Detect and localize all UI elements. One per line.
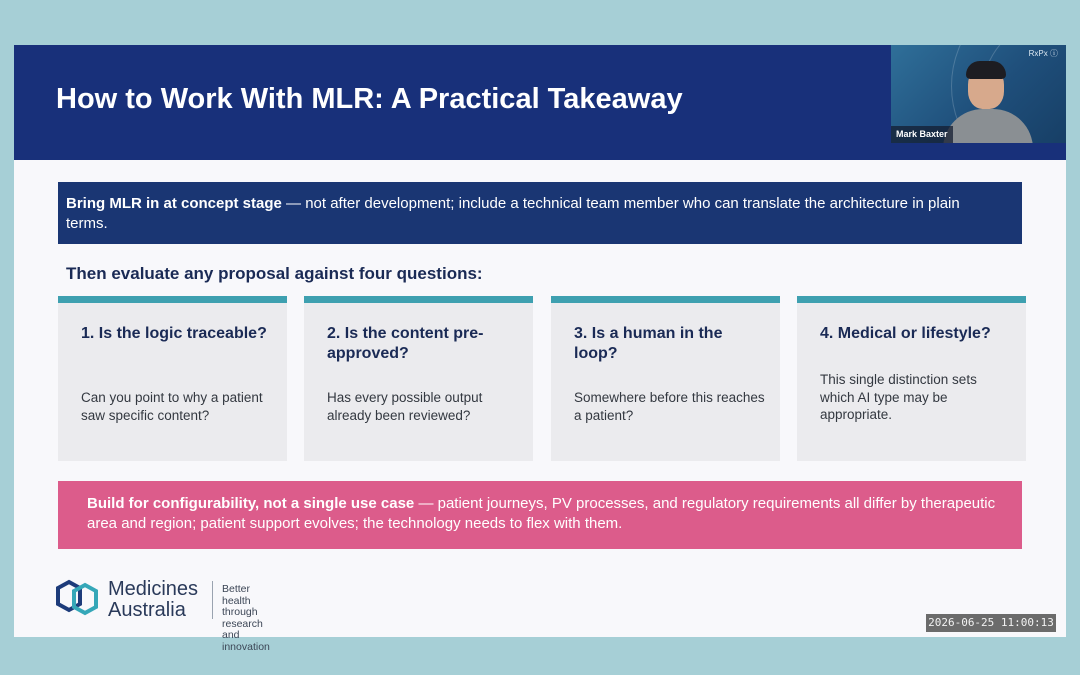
question-card-title: 3. Is a human in the loop? — [574, 325, 723, 362]
question-card-title: 2. Is the content pre-approved? — [327, 325, 484, 362]
configurability-heading: Build for configurability, not a single use case — [87, 495, 415, 512]
question-card-title: 1. Is the logic traceable? — [81, 325, 267, 342]
question-card-4 — [797, 296, 1026, 461]
question-card-text: This single distinction sets which AI type may be appropriate. — [820, 372, 977, 422]
logo-tagline-line3: and innovation — [222, 629, 270, 653]
recording-timestamp: 2026-06-25 11:00:13 — [926, 614, 1056, 632]
logo-divider — [212, 581, 213, 619]
hexagon-logo-icon — [54, 577, 104, 621]
medicines-australia-logo — [54, 575, 274, 653]
participant-hair — [966, 61, 1006, 79]
question-card-text: Somewhere before this reaches a patient? — [574, 390, 765, 423]
question-card-text: Has every possible output already been reviewed? — [327, 390, 483, 423]
concept-stage-text: — not after development; include a technical team member who can translate the architecture in plain terms. — [66, 195, 960, 232]
concept-stage-heading: Bring MLR in at concept stage — [66, 195, 282, 212]
logo-tagline — [222, 584, 274, 653]
concept-stage-callout — [58, 182, 1022, 244]
configurability-callout — [58, 481, 1022, 549]
video-brand-label: RxPx ⓘ — [1028, 49, 1058, 58]
participant-name-label: Mark Baxter — [891, 126, 953, 143]
question-card-3 — [551, 296, 780, 461]
logo-tagline-line2: through research — [222, 606, 263, 630]
question-card-2 — [304, 296, 533, 461]
question-card-1 — [58, 296, 287, 461]
questions-subheading: Then evaluate any proposal against four questions: — [66, 264, 483, 283]
participant-video-tile[interactable] — [891, 45, 1066, 143]
logo-wordmark-line2: Australia — [108, 599, 186, 621]
logo-tagline-line1: Better health — [222, 583, 251, 607]
slide-title: How to Work With MLR: A Practical Takeaway — [56, 83, 683, 115]
presentation-slide — [14, 45, 1066, 653]
configurability-text: — patient journeys, PV processes, and regulatory requirements all differ by therapeutic area and region; patient support evolves; the technology needs to flex with them. — [87, 495, 996, 532]
question-card-title: 4. Medical or lifestyle? — [820, 325, 991, 342]
logo-wordmark — [108, 579, 198, 621]
logo-wordmark-line1: Medicines — [108, 578, 199, 600]
question-card-text: Can you point to why a patient saw specific content? — [81, 390, 263, 423]
